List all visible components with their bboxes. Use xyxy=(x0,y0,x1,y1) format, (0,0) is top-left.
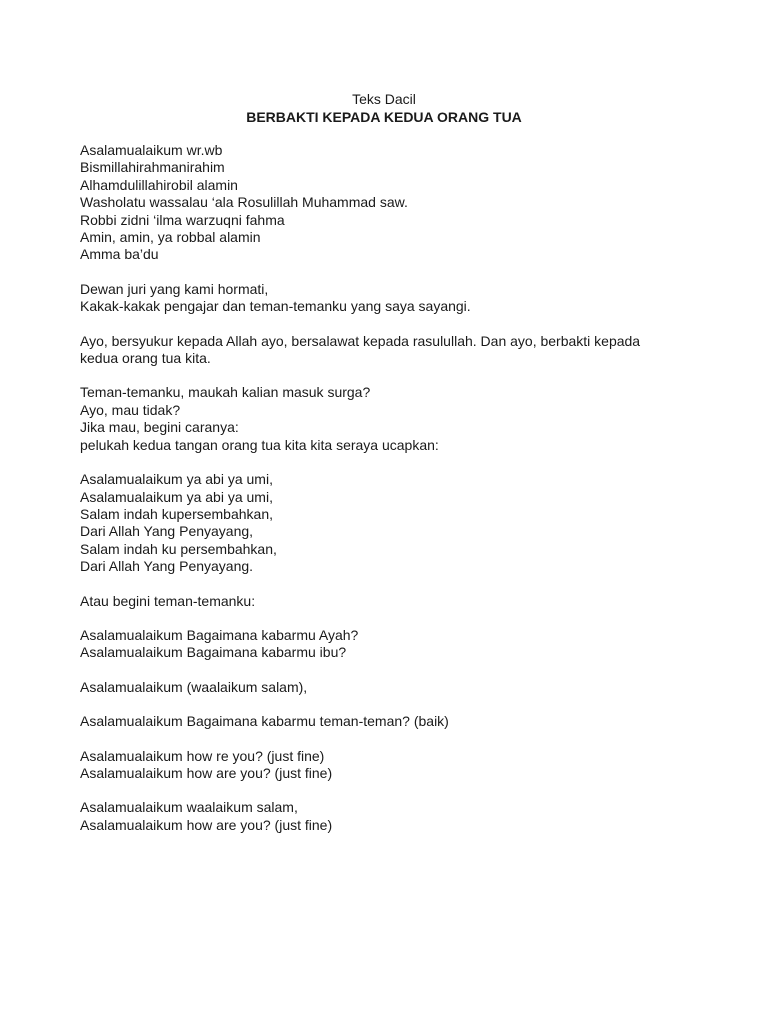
text-line: Asalamualaikum Bagaimana kabarmu Ayah? xyxy=(80,626,359,643)
paragraph xyxy=(80,799,720,834)
paragraph xyxy=(80,593,720,610)
text-line: kedua orang tua kita. xyxy=(80,350,211,367)
text-line: Salam indah kupersembahkan, xyxy=(80,505,274,522)
document-body xyxy=(80,142,720,851)
text-line: Asalamualaikum Bagaimana kabarmu teman-teman? (baik) xyxy=(80,713,449,730)
paragraph xyxy=(80,471,720,575)
text-line: Jika mau, begini caranya: xyxy=(80,419,239,436)
text-line: Teman-temanku, maukah kalian masuk surga? xyxy=(80,384,371,401)
paragraph xyxy=(80,142,720,264)
text-line: Atau begini teman-temanku: xyxy=(80,592,256,609)
text-line: pelukah kedua tangan orang tua kita kita seraya ucapkan: xyxy=(80,436,439,453)
text-line: Asalamualaikum ya abi ya umi, xyxy=(80,471,273,488)
text-line: Asalamualaikum waalaikum salam, xyxy=(80,799,298,816)
paragraph xyxy=(80,679,720,696)
paragraph xyxy=(80,627,720,662)
text-line: Salam indah ku persembahkan, xyxy=(80,540,277,557)
text-line: Asalamualaikum (waalaikum salam), xyxy=(80,678,308,695)
text-line: Dewan juri yang kami hormati, xyxy=(80,280,269,297)
paragraph xyxy=(80,384,720,454)
paragraph xyxy=(80,713,720,730)
text-line: Asalamualaikum ya abi ya umi, xyxy=(80,488,273,505)
document-label: Teks Dacil xyxy=(352,91,416,107)
text-line: Washolatu wassalau ‘ala Rosulillah Muhammad saw. xyxy=(80,194,408,211)
text-line: Kakak-kakak pengajar dan teman-temanku yang saya sayangi. xyxy=(80,298,471,315)
text-line: Amin, amin, ya robbal alamin xyxy=(80,229,261,246)
text-line: Dari Allah Yang Penyayang, xyxy=(80,523,254,540)
text-line: Bismillahirahmanirahim xyxy=(80,159,225,176)
document-title: BERBAKTI KEPADA KEDUA ORANG TUA xyxy=(246,109,522,125)
document-header xyxy=(0,90,768,126)
text-line: Asalamualaikum how re you? (just fine) xyxy=(80,747,325,764)
text-line: Amma ba’du xyxy=(80,246,159,263)
text-line: Ayo, bersyukur kepada Allah ayo, bersalawat kepada rasulullah. Dan ayo, berbakti kepada xyxy=(80,332,641,349)
text-line: Alhamdulillahirobil alamin xyxy=(80,176,238,193)
paragraph xyxy=(80,281,720,316)
paragraph xyxy=(80,333,720,368)
text-line: Asalamualaikum Bagaimana kabarmu ibu? xyxy=(80,644,347,661)
text-line: Asalamualaikum wr.wb xyxy=(80,142,223,158)
text-line: Ayo, mau tidak? xyxy=(80,401,181,418)
paragraph xyxy=(80,748,720,783)
text-line: Asalamualaikum how are you? (just fine) xyxy=(80,816,333,833)
text-line: Dari Allah Yang Penyayang. xyxy=(80,558,254,575)
text-line: Asalamualaikum how are you? (just fine) xyxy=(80,764,333,781)
text-line: Robbi zidni ‘ilma warzuqni fahma xyxy=(80,211,285,228)
